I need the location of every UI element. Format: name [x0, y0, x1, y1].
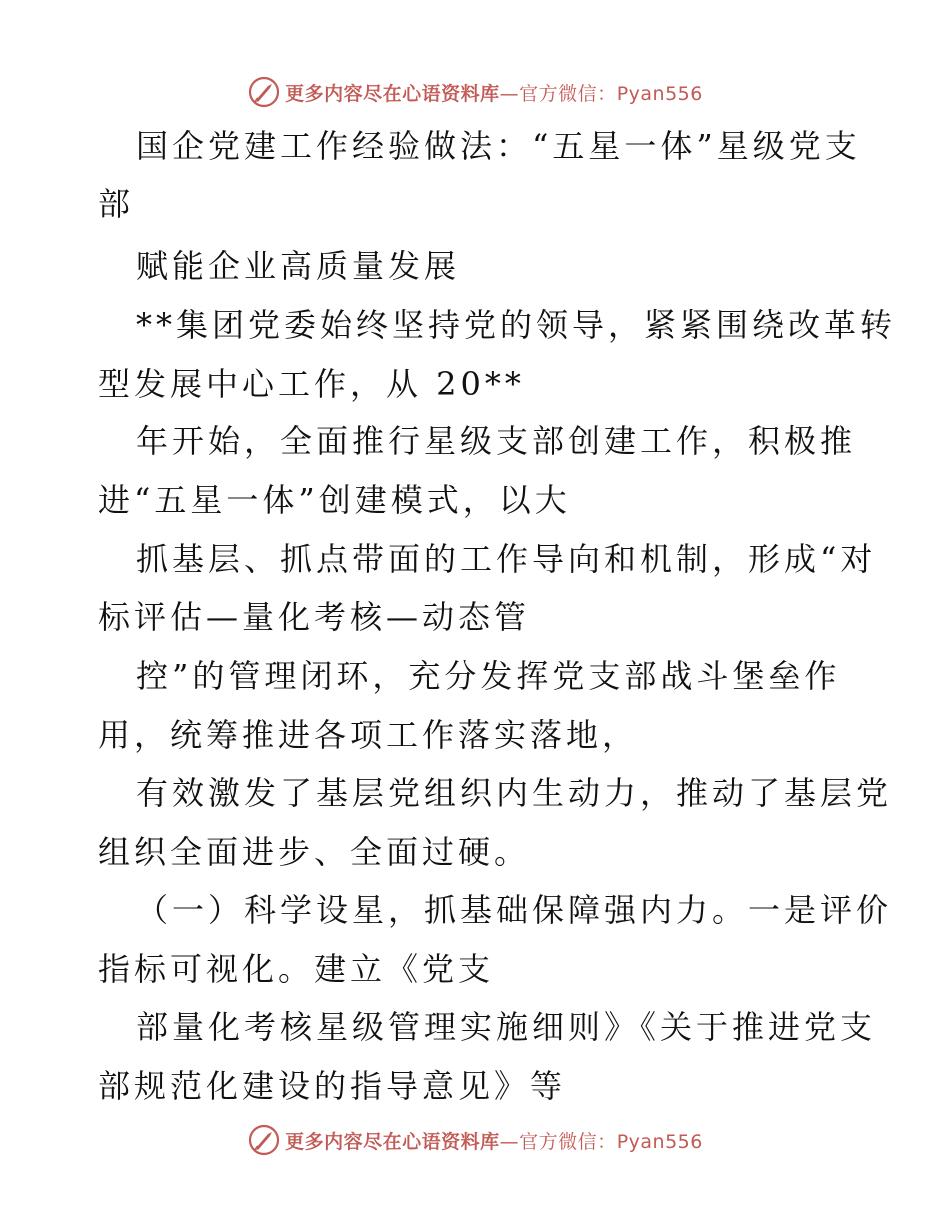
doc-title-line-1: 国企党建工作经验做法：“五星一体”星级党支 [136, 127, 861, 165]
doc-text-line: 年开始，全面推行星级支部创建工作，积极推 [136, 422, 857, 460]
doc-text-line: 进“五星一体”创建模式，以大 [98, 481, 571, 519]
watermark-wechat-label: 官方微信： [519, 1130, 617, 1153]
doc-text-line: 组织全面进步、全面过硬。 [98, 833, 531, 871]
watermark-wechat-id: Pyan556 [616, 1130, 703, 1153]
watermark-separator: — [499, 82, 520, 105]
doc-subtitle-line: 赋能企业高质量发展 [136, 247, 461, 285]
doc-text-line: **集团党委始终坚持党的领导，紧紧围绕改革转 [136, 306, 897, 344]
doc-title-line-2: 部 [98, 185, 135, 223]
doc-text-line: 指标可视化。建立《党支 [98, 950, 495, 988]
watermark-wechat-id: Pyan556 [616, 82, 703, 105]
pen-logo-icon [247, 1123, 281, 1157]
doc-text-line: 型发展中心工作，从 20** [98, 365, 525, 403]
footer-watermark-banner [0, 1120, 950, 1160]
header-watermark-banner [0, 72, 950, 112]
doc-text-line: 部规范化建设的指导意见》等 [98, 1067, 567, 1105]
watermark-separator: — [499, 1130, 520, 1153]
doc-text-line: 标评估—量化考核—动态管 [98, 598, 531, 636]
doc-text-line: 控”的管理闭环，充分发挥党支部战斗堡垒作 [136, 657, 841, 695]
doc-text-line: 用，统筹推进各项工作落实落地， [98, 716, 639, 754]
doc-text-line: 有效激发了基层党组织内生动力，推动了基层党 [136, 774, 893, 812]
watermark-wechat-label: 官方微信： [519, 82, 617, 105]
doc-section-heading-line: （一）科学设星，抓基础保障强内力。一是评价 [136, 891, 893, 929]
watermark-brand-text: 更多内容尽在心语资料库 [285, 1130, 500, 1153]
watermark-text [285, 79, 703, 106]
watermark-text [285, 1127, 703, 1154]
doc-text-line: 部量化考核星级管理实施细则》《关于推进党支 [136, 1008, 877, 1046]
watermark-brand-text: 更多内容尽在心语资料库 [285, 82, 500, 105]
doc-text-line: 抓基层、抓点带面的工作导向和机制，形成“对 [136, 540, 877, 578]
pen-logo-icon [247, 75, 281, 109]
